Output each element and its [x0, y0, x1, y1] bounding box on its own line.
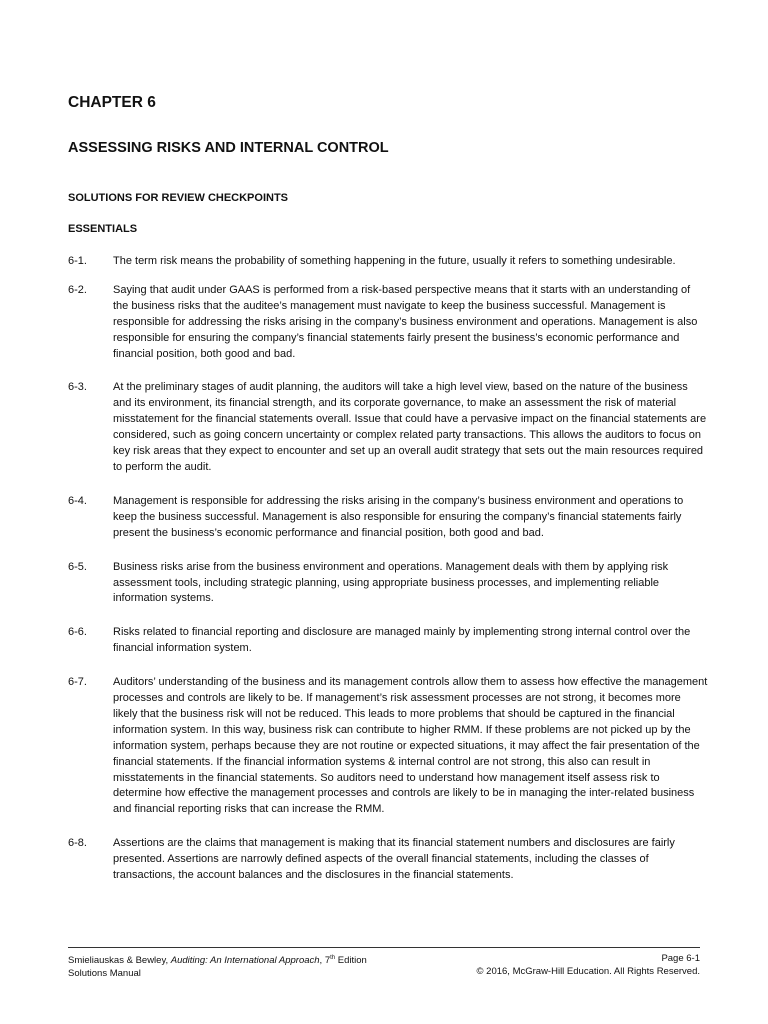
list-item — [68, 380, 708, 475]
chapter-title: ASSESSING RISKS AND INTERNAL CONTROL — [68, 140, 389, 156]
item-text: Risks related to financial reporting and disclosure are managed mainly by implementing strong internal control over the financial information system. — [113, 626, 691, 655]
item-number: 6-2. — [68, 283, 87, 296]
list-item — [68, 494, 708, 542]
list-item — [68, 560, 708, 608]
page-number: Page 6-1 — [661, 953, 700, 964]
footer-book-title: Auditing: An International Approach — [170, 955, 320, 967]
list-item — [68, 625, 708, 657]
item-text: Saying that audit under GAAS is performed from a risk-based perspective means that it starts with an understanding of the business risks that the auditee’s management must navigate to keep the business successful. Management is responsible for addressing the risks arising in the company’s business environment and operations. Management is also responsible for ensuring the company’s financial statements fairly present the business’s economic performance and financial position, both good and bad. — [113, 283, 698, 360]
list-item — [68, 836, 708, 884]
footer-left — [68, 952, 367, 980]
item-text: At the preliminary stages of audit planning, the auditors will take a high level view, based on the nature of the business and its environment, its financial strength, and its corporate governance, to make an assessment the risk of material misstatement for the financial statements overall. Issue that could have a pervasive impact on the financial statements are considered, such as going concern uncertainty or complex related party transactions. This allows the auditors to focus on key risk areas that they expect to encounter and set up an overall audit strategy that sets out the main resources required to perform the audit. — [113, 381, 707, 473]
item-number: 6-6. — [68, 626, 87, 639]
footer-citation — [68, 952, 367, 967]
item-text: Assertions are the claims that management is making that its financial statement numbers and disclosures are fairly presented. Assertions are narrowly defined aspects of the overall financial statements, including the classes of transactions, the account balances and the disclosures in the financial statements. — [113, 837, 675, 882]
footer-manual: Solutions Manual — [68, 968, 141, 980]
item-text: Management is responsible for addressing the risks arising in the company’s business environment and operations to keep the business successful. Management is also responsible for ensuring the company’s financial statements fairly present the business’s economic performance and financial position, both good and bad. — [113, 494, 684, 539]
item-text: Business risks arise from the business environment and operations. Management deals with them by applying risk assessment tools, including strategic planning, using appropriate business processes, and implementing reliable information systems. — [113, 560, 669, 605]
footer-edition-pre: , 7 — [319, 955, 331, 967]
section-heading: SOLUTIONS FOR REVIEW CHECKPOINTS — [68, 192, 289, 204]
chapter-heading: CHAPTER 6 — [68, 94, 156, 111]
item-number: 6-5. — [68, 560, 87, 573]
subsection-heading: ESSENTIALS — [68, 223, 138, 235]
item-number: 6-1. — [68, 255, 87, 267]
footer-edition-post: Edition — [335, 955, 367, 967]
item-number: 6-8. — [68, 837, 87, 850]
footer-authors: Smieliauskas & Bewley, — [68, 955, 171, 967]
item-number: 6-4. — [68, 494, 87, 507]
item-text: Auditors’ understanding of the business and its management controls allow them to assess how effective the management processes and controls are likely to be. If management’s risk assessment processes are not strong, it becomes more likely that the business risk will not be reduced. This leads to more problems that should be captured in the financial information system. In this way, business risk can contribute to higher RMM. If these problems are not picked up by the information system, perhaps because they are not routine or expected situations, it may affect the fair presentation of the financial statements. If the financial information systems & internal control are not strong, this also can result in misstatements in the financial statements. So auditors need to understand how management itself assess risk to determine how effective the management processes and controls are likely to be in managing the inter-related business and financial reporting risks that can increase the RMM. — [113, 676, 708, 816]
item-text: The term risk means the probability of something happening in the future, usually it refers to something undesirable. — [113, 255, 676, 267]
review-checkpoint-list — [68, 254, 708, 884]
footer-right — [477, 952, 700, 978]
list-item — [68, 254, 708, 270]
item-number: 6-7. — [68, 676, 87, 689]
item-number: 6-3. — [68, 381, 87, 394]
footer-edition-sup: th — [330, 955, 336, 961]
list-item — [68, 283, 708, 363]
copyright: © 2016, McGraw-Hill Education. All Rights Reserved. — [476, 966, 700, 977]
footer-divider — [68, 947, 700, 948]
list-item — [68, 675, 708, 818]
